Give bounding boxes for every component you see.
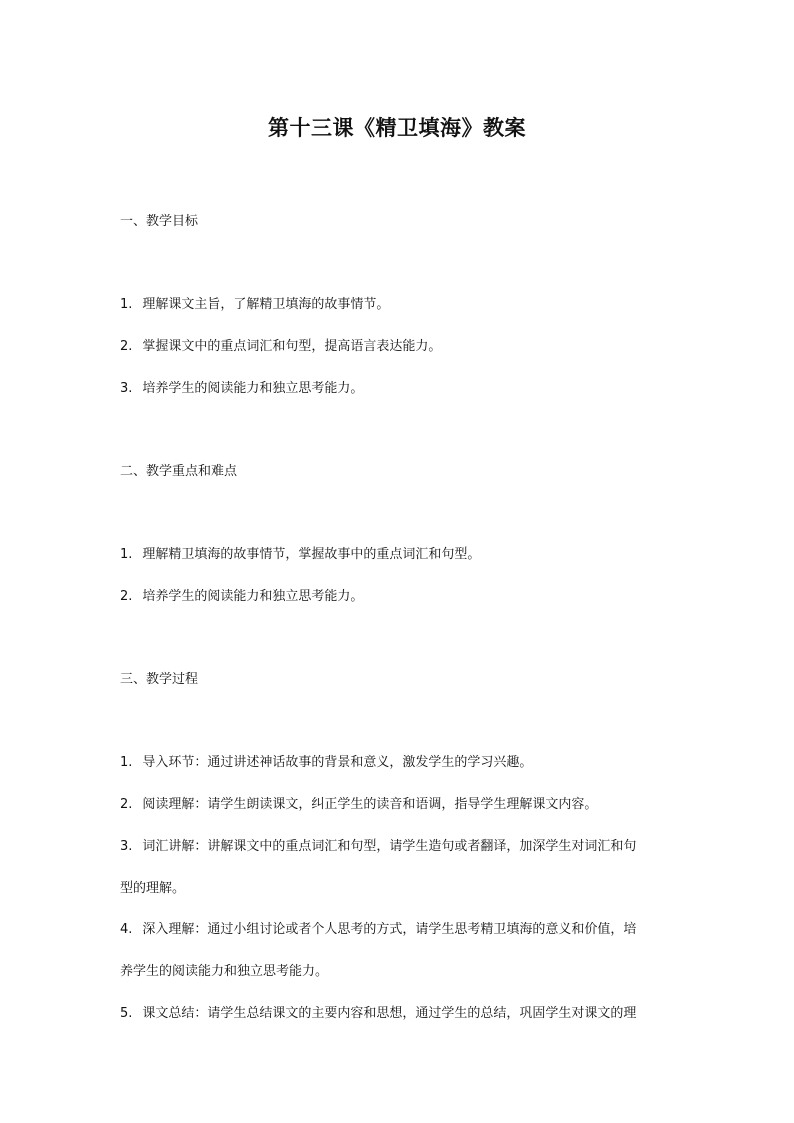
document-title: 第十三课《精卫填海》教案 [268,116,526,140]
item-number: 3. [120,381,133,396]
section-heading-process: 三、教学过程 [120,672,199,687]
list-item [120,1006,680,1022]
item-number: 3. [120,839,133,854]
list-item [120,839,680,855]
item-text: 培养学生的阅读能力和独立思考能力。 [142,589,364,604]
list-item [120,755,680,771]
item-text: 深入理解：通过小组讨论或者个人思考的方式，请学生思考精卫填海的意义和价值，培 [142,922,637,937]
list-item-continuation: 型的理解。 [120,881,186,896]
item-number: 2. [120,339,133,354]
list-item [120,797,680,813]
item-text: 课文总结：请学生总结课文的主要内容和思想，通过学生的总结，巩固学生对课文的理 [142,1006,637,1021]
item-text: 培养学生的阅读能力和独立思考能力。 [142,381,364,396]
item-number: 2. [120,797,133,812]
item-number: 1. [120,297,133,312]
item-text: 理解精卫填海的故事情节，掌握故事中的重点词汇和句型。 [142,547,481,562]
item-number: 1. [120,755,133,770]
item-number: 2. [120,589,133,604]
list-item [120,381,680,397]
item-text: 掌握课文中的重点词汇和句型，提高语言表达能力。 [142,339,442,354]
item-text: 阅读理解：请学生朗读课文，纠正学生的读音和语调，指导学生理解课文内容。 [142,797,598,812]
list-item [120,547,680,563]
section-heading-objectives: 一、教学目标 [120,214,199,229]
list-item [120,589,680,605]
list-item-continuation: 养学生的阅读能力和独立思考能力。 [120,964,329,979]
section-heading-key-points: 二、教学重点和难点 [120,464,238,479]
list-item [120,297,680,313]
list-item [120,339,680,355]
item-number: 4. [120,922,133,937]
item-number: 1. [120,547,133,562]
list-item [120,922,680,938]
item-text: 理解课文主旨，了解精卫填海的故事情节。 [142,297,390,312]
item-text: 导入环节：通过讲述神话故事的背景和意义，激发学生的学习兴趣。 [142,755,533,770]
item-number: 5. [120,1006,133,1021]
item-text: 词汇讲解：讲解课文中的重点词汇和句型，请学生造句或者翻译，加深学生对词汇和句 [142,839,637,854]
